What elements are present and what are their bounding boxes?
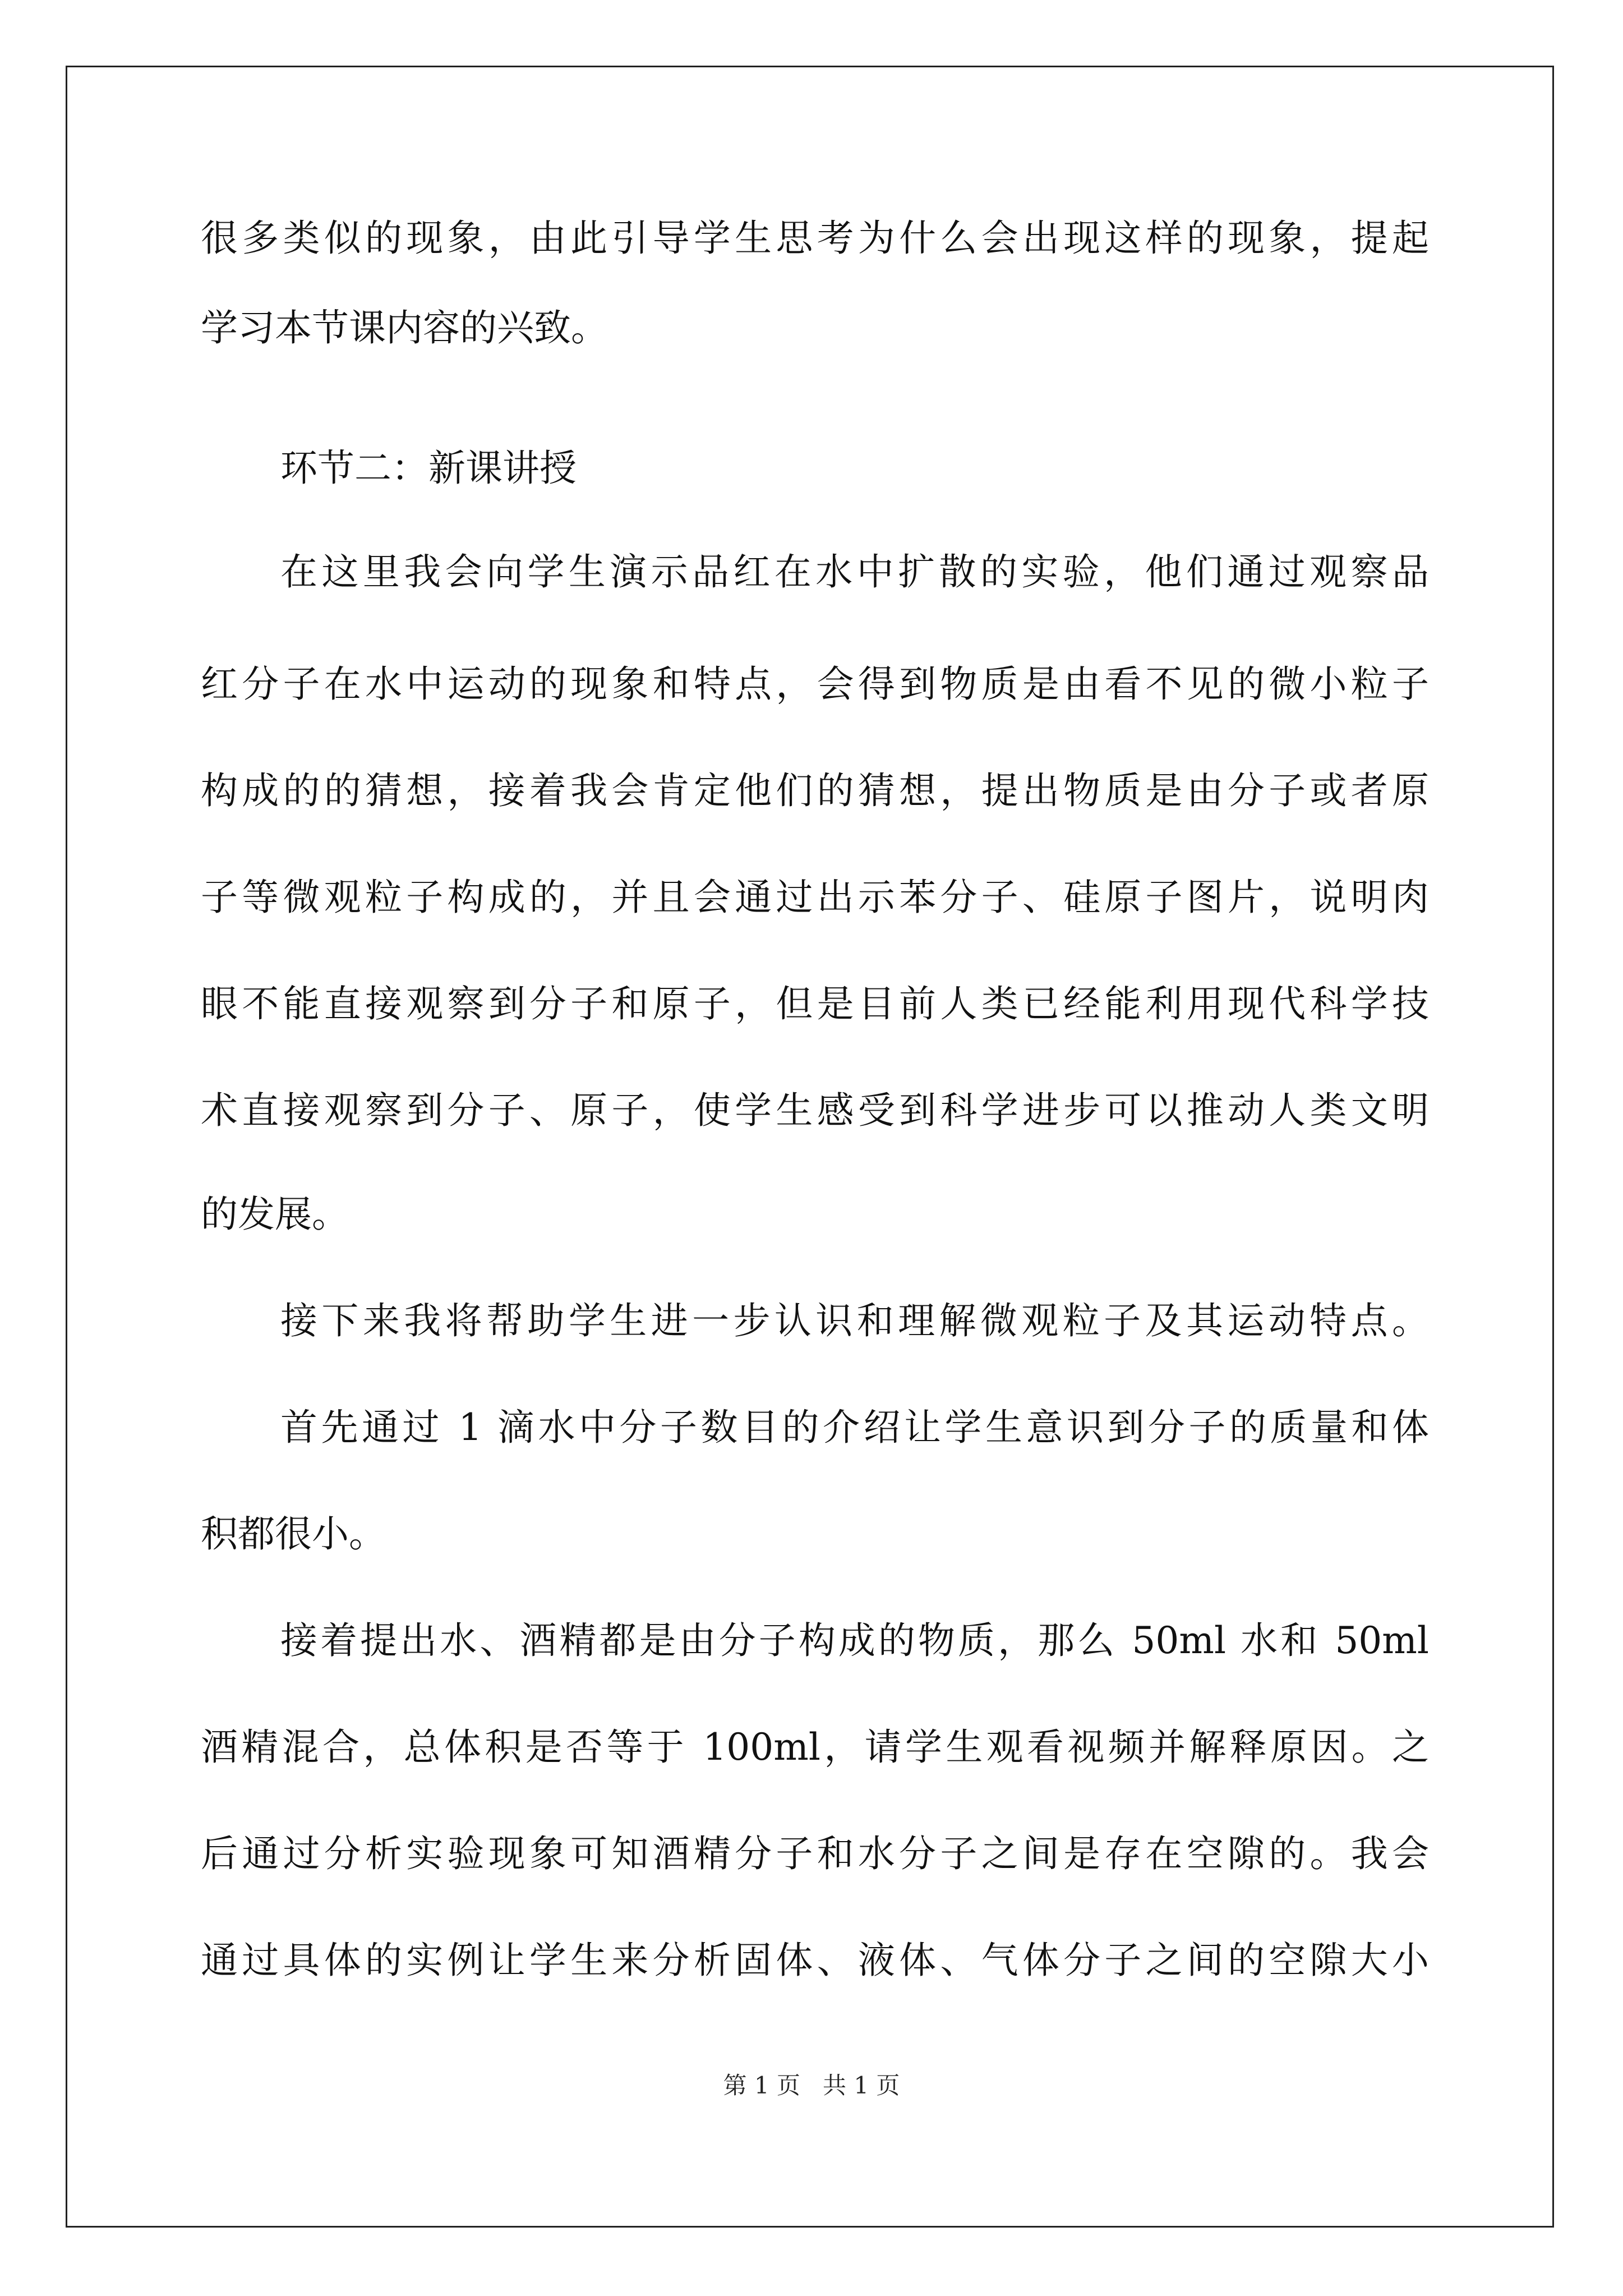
body-text-line: 很多类似的现象，由此引导学生思考为什么会出现这样的现象，提起 — [201, 217, 1429, 260]
body-text-line: 眼不能直接观察到分子和原子，但是目前人类已经能利用现代科学技 — [201, 982, 1429, 1025]
body-text-line: 的发展。 — [201, 1193, 349, 1236]
body-text-line: 通过具体的实例让学生来分析固体、液体、气体分子之间的空隙大小 — [201, 1939, 1429, 1982]
section-heading: 环节二：新课讲授 — [280, 447, 577, 490]
body-text-line: 酒精混合，总体积是否等于 100ml，请学生观看视频并解释原因。之 — [201, 1726, 1429, 1769]
body-text-line: 接着提出水、酒精都是由分子构成的物质，那么 50ml 水和 50ml — [280, 1619, 1429, 1662]
body-text-line: 积都很小。 — [201, 1512, 386, 1556]
body-text-line: 在这里我会向学生演示品红在水中扩散的实验，他们通过观察品 — [280, 550, 1429, 593]
body-text-line: 子等微观粒子构成的，并且会通过出示苯分子、硅原子图片，说明肉 — [201, 876, 1429, 919]
total-pages: 共 1 页 — [823, 2072, 900, 2099]
body-text-line: 首先通过 1 滴水中分子数目的介绍让学生意识到分子的质量和体 — [280, 1406, 1429, 1449]
body-text-line: 术直接观察到分子、原子，使学生感受到科学进步可以推动人类文明 — [201, 1089, 1429, 1132]
body-text-line: 红分子在水中运动的现象和特点，会得到物质是由看不见的微小粒子 — [201, 662, 1429, 706]
body-text-line: 后通过分析实验现象可知酒精分子和水分子之间是存在空隙的。我会 — [201, 1832, 1429, 1875]
page-footer — [0, 2070, 1623, 2101]
body-text-line: 接下来我将帮助学生进一步认识和理解微观粒子及其运动特点。 — [280, 1299, 1429, 1342]
body-text-line: 构成的的猜想，接着我会肯定他们的猜想，提出物质是由分子或者原 — [201, 769, 1429, 812]
page-number: 第 1 页 — [723, 2072, 800, 2099]
body-text-line: 学习本节课内容的兴致。 — [201, 306, 608, 349]
page-border — [66, 66, 1554, 2228]
